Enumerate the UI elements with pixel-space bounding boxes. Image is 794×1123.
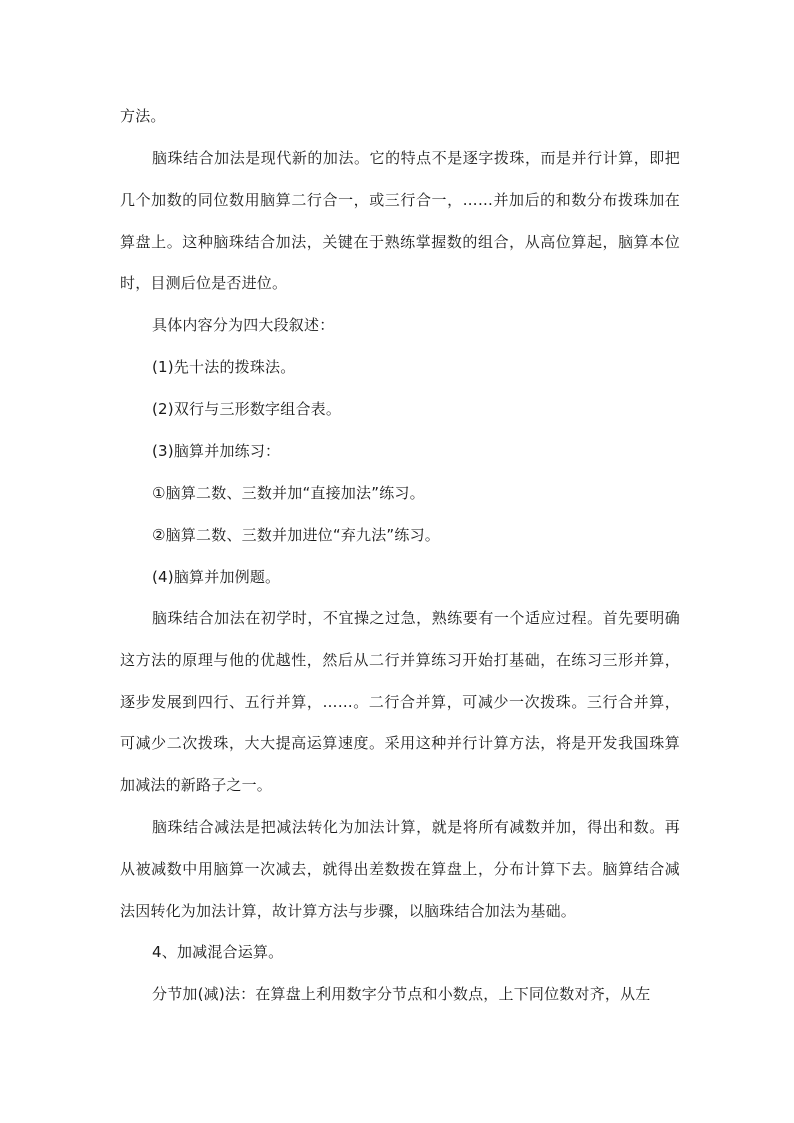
list-item-2: (2)双行与三形数字组合表。	[152, 400, 342, 418]
list-item-4: (4)脑算并加例题。	[152, 568, 281, 586]
list-subitem-2: ②脑算二数、三数并加进位“弃九法”练习。	[152, 526, 440, 544]
list-item-3: (3)脑算并加练习：	[152, 442, 281, 460]
paragraph-learning-process: 脑珠结合加法在初学时，不宜操之过急，熟练要有一个适应过程。首先要明确这方法的原理与他的优越性，然后从二行并算练习开始打基础，在练习三形并算，逐步发展到四行、五行并算，……。二行合并算，可减少一次拨珠。三行合并算，可减少二次拨珠，大大提高运算速度。采用这种并行计算方法，将是开发我国珠算加减法的新路子之一。	[120, 609, 680, 795]
paragraph-continuation: 方法。	[120, 107, 166, 125]
list-item-1: (1)先十法的拨珠法。	[152, 358, 296, 376]
paragraph-segmented-addition: 分节加(减)法：在算盘上利用数字分节点和小数点，上下同位数对齐，从左	[152, 985, 651, 1003]
paragraph-mental-bead-subtraction: 脑珠结合减法是把减法转化为加法计算，就是将所有减数并加，得出和数。再从被减数中用脑算一次减去，就得出差数拨在算盘上，分布计算下去。脑算结合减法因转化为加法计算，故计算方法与步骤，以脑珠结合加法为基础。	[120, 818, 680, 920]
paragraph-content-overview: 具体内容分为四大段叙述：	[152, 316, 335, 334]
list-subitem-1: ①脑算二数、三数并加“直接加法”练习。	[152, 484, 425, 502]
paragraph-mental-bead-addition: 脑珠结合加法是现代新的加法。它的特点不是逐字拨珠，而是并行计算，即把几个加数的同位数用脑算二行合一，或三行合一，……并加后的和数分布拨珠加在算盘上。这种脑珠结合加法，关键在于熟练掌握数的组合，从高位算起，脑算本位时，目测后位是否进位。	[120, 149, 680, 293]
section-heading-mixed-operations: 4、加减混合运算。	[152, 943, 284, 961]
